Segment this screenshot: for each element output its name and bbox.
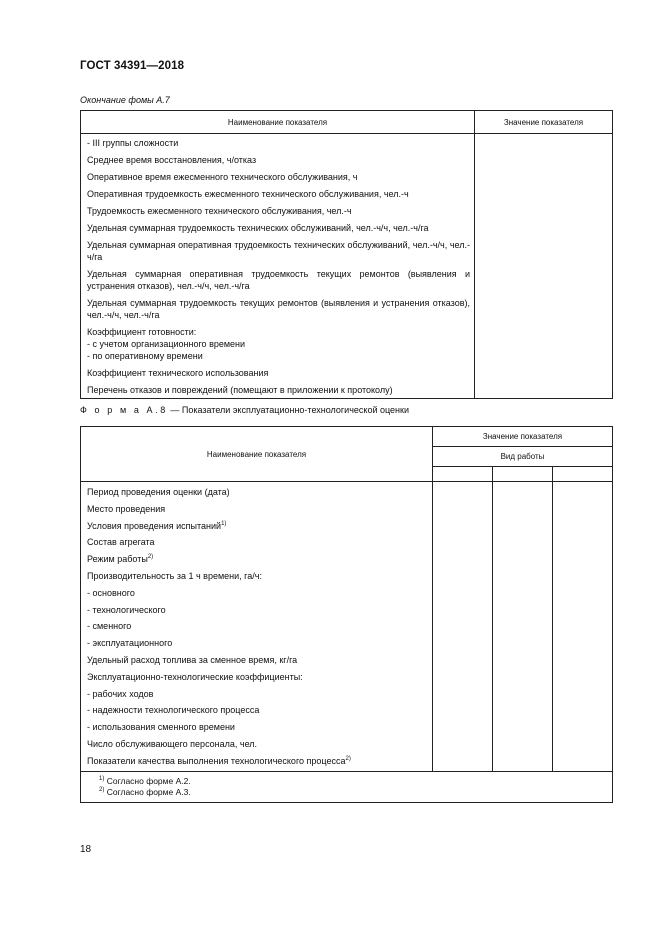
table-row xyxy=(81,518,613,535)
work-value-cell xyxy=(433,618,493,635)
table-row xyxy=(81,702,613,719)
indicator-text: - технологического xyxy=(87,604,166,615)
table-row xyxy=(81,381,613,399)
work-value-cell xyxy=(492,602,552,619)
page-number: 18 xyxy=(80,844,92,855)
table-row xyxy=(81,618,613,635)
document-title: ГОСТ 34391—2018 xyxy=(80,60,185,72)
work-value-cell xyxy=(552,719,612,736)
work-value-cell xyxy=(433,652,493,669)
work-value-cell xyxy=(433,482,493,501)
work-value-cell xyxy=(552,568,612,585)
work-value-cell xyxy=(492,501,552,518)
work-value-cell xyxy=(433,602,493,619)
form-a7-body xyxy=(81,134,613,399)
work-value-cell xyxy=(433,686,493,703)
indicator-name: Трудоемкость ежесменного технического обслуживания, чел.-ч xyxy=(81,202,475,219)
indicator-name: Удельная суммарная оперативная трудоемкость текущих ремонтов (выявления и устранения отказов), чел.-ч/ч, чел.-ч/га xyxy=(81,265,475,294)
indicator-name: Удельная суммарная трудоемкость технических обслуживаний, чел.-ч/ч, чел.-ч/га xyxy=(81,219,475,236)
work-type-column-1 xyxy=(433,467,493,482)
footnote-2 xyxy=(99,787,608,798)
form-a8-caption-prefix: Ф о р м а А.8 xyxy=(80,405,168,415)
work-value-cell xyxy=(433,669,493,686)
work-value-cell xyxy=(433,568,493,585)
work-value-cell xyxy=(433,501,493,518)
indicator-name: Перечень отказов и повреждений (помещают в приложении к протоколу) xyxy=(81,381,475,399)
work-type-column-2 xyxy=(492,467,552,482)
table-row xyxy=(81,534,613,551)
indicator-name: Оперативное время ежесменного технического обслуживания, ч xyxy=(81,168,475,185)
indicator-name xyxy=(81,568,433,585)
table-row xyxy=(81,219,613,236)
work-value-cell xyxy=(492,753,552,771)
footnote-2-text: Согласно форме А.3. xyxy=(104,786,191,797)
indicator-text: - использования сменного времени xyxy=(87,722,235,733)
form-a8-value-header: Значение показателя xyxy=(433,427,613,447)
table-row xyxy=(81,568,613,585)
indicator-name xyxy=(81,719,433,736)
table-row xyxy=(81,501,613,518)
work-value-cell xyxy=(492,736,552,753)
table-row xyxy=(81,323,613,364)
indicator-value xyxy=(475,168,613,185)
form-a8-footnotes xyxy=(81,771,613,802)
work-value-cell xyxy=(552,736,612,753)
indicator-text: Число обслуживающего персонала, чел. xyxy=(87,738,258,749)
indicator-name xyxy=(81,518,433,535)
indicator-value xyxy=(475,185,613,202)
indicator-name: - III группы сложности xyxy=(81,134,475,152)
table-row xyxy=(81,236,613,265)
indicator-text: - сменного xyxy=(87,621,132,632)
work-value-cell xyxy=(552,635,612,652)
indicator-name xyxy=(81,534,433,551)
work-value-cell xyxy=(552,702,612,719)
work-value-cell xyxy=(492,669,552,686)
work-value-cell xyxy=(433,585,493,602)
work-value-cell xyxy=(492,568,552,585)
indicator-name xyxy=(81,669,433,686)
form-a7-table xyxy=(80,110,613,399)
work-value-cell xyxy=(433,719,493,736)
table-row xyxy=(81,265,613,294)
work-value-cell xyxy=(492,686,552,703)
work-value-cell xyxy=(492,652,552,669)
form-a8-caption xyxy=(80,405,409,415)
table-row xyxy=(81,719,613,736)
work-value-cell xyxy=(492,618,552,635)
table-row xyxy=(81,686,613,703)
table-row xyxy=(81,364,613,381)
indicator-text: Место проведения xyxy=(87,503,166,514)
table-row xyxy=(81,669,613,686)
footnote-ref: 2) xyxy=(345,755,351,762)
form-a8-caption-text: — Показатели эксплуатационно-технологической оценки xyxy=(167,405,409,415)
work-value-cell xyxy=(552,618,612,635)
work-value-cell xyxy=(552,602,612,619)
indicator-value xyxy=(475,294,613,323)
indicator-name: Удельная суммарная трудоемкость текущих ремонтов (выявления и устранения отказов), чел.-ч/ч, чел.-ч/га xyxy=(81,294,475,323)
work-value-cell xyxy=(492,585,552,602)
work-type-column-3 xyxy=(552,467,612,482)
table-row xyxy=(81,602,613,619)
form-a7-value-header: Значение показателя xyxy=(475,111,613,134)
footnote-ref: 1) xyxy=(221,520,227,527)
form-a8-work-header: Вид работы xyxy=(433,447,613,467)
indicator-value xyxy=(475,381,613,399)
work-value-cell xyxy=(552,518,612,535)
work-value-cell xyxy=(552,551,612,568)
indicator-value xyxy=(475,202,613,219)
work-value-cell xyxy=(433,702,493,719)
table-row xyxy=(81,185,613,202)
work-value-cell xyxy=(492,482,552,501)
indicator-name xyxy=(81,702,433,719)
form-a8-body xyxy=(81,482,613,772)
table-row xyxy=(81,202,613,219)
indicator-value xyxy=(475,265,613,294)
indicator-text: Состав агрегата xyxy=(87,537,155,548)
work-value-cell xyxy=(552,753,612,771)
form-a7-header-row xyxy=(81,111,613,134)
indicator-text: Удельный расход топлива за сменное время, кг/га xyxy=(87,654,298,665)
indicator-text: Показатели качества выполнения технологического процесса xyxy=(87,755,346,766)
work-value-cell xyxy=(552,652,612,669)
work-value-cell xyxy=(433,753,493,771)
form-a8-table xyxy=(80,426,613,803)
form-a8-name-header: Наименование показателя xyxy=(81,427,433,482)
work-value-cell xyxy=(433,518,493,535)
indicator-name xyxy=(81,585,433,602)
table-row xyxy=(81,294,613,323)
work-value-cell xyxy=(433,551,493,568)
indicator-name: Оперативная трудоемкость ежесменного технического обслуживания, чел.-ч xyxy=(81,185,475,202)
work-value-cell xyxy=(492,719,552,736)
work-value-cell xyxy=(552,534,612,551)
table-row xyxy=(81,753,613,771)
table-row xyxy=(81,482,613,501)
table-row xyxy=(81,134,613,152)
indicator-text: - эксплуатационного xyxy=(87,638,173,649)
indicator-text: Эксплуатационно-технологические коэффициенты: xyxy=(87,671,303,682)
work-value-cell xyxy=(492,635,552,652)
form-a7-name-header: Наименование показателя xyxy=(81,111,475,134)
indicator-text: Режим работы xyxy=(87,554,148,565)
form-a8-header-row-1 xyxy=(81,427,613,447)
indicator-value xyxy=(475,219,613,236)
indicator-name xyxy=(81,551,433,568)
indicator-text: Производительность за 1 ч времени, га/ч: xyxy=(87,570,262,581)
work-value-cell xyxy=(552,686,612,703)
work-value-cell xyxy=(552,669,612,686)
indicator-text: Период проведения оценки (дата) xyxy=(87,487,230,497)
indicator-name xyxy=(81,482,433,501)
work-value-cell xyxy=(433,635,493,652)
footnote-2-mark: 2) xyxy=(99,786,105,793)
work-value-cell xyxy=(552,585,612,602)
footnote-1-mark: 1) xyxy=(99,775,105,782)
indicator-text: - основного xyxy=(87,587,135,598)
indicator-value xyxy=(475,323,613,364)
indicator-name: Среднее время восстановления, ч/отказ xyxy=(81,151,475,168)
table-row xyxy=(81,151,613,168)
work-value-cell xyxy=(433,534,493,551)
table-row xyxy=(81,736,613,753)
work-value-cell xyxy=(433,736,493,753)
work-value-cell xyxy=(492,534,552,551)
table-row xyxy=(81,635,613,652)
form-a8-footnotes-row xyxy=(81,771,613,802)
indicator-name: Коэффициент технического использования xyxy=(81,364,475,381)
table-row xyxy=(81,551,613,568)
indicator-name xyxy=(81,635,433,652)
indicator-text: - рабочих ходов xyxy=(87,688,154,699)
indicator-text: - надежности технологического процесса xyxy=(87,705,260,716)
indicator-value xyxy=(475,236,613,265)
indicator-value xyxy=(475,134,613,152)
indicator-name xyxy=(81,602,433,619)
form-a7-caption: Окончание фомы А.7 xyxy=(80,95,170,105)
footnote-ref: 2) xyxy=(147,554,154,561)
indicator-name: Удельная суммарная оперативная трудоемкость технических обслуживаний, чел.-ч/ч, чел.-ч/га xyxy=(81,236,475,265)
work-value-cell xyxy=(492,551,552,568)
table-row xyxy=(81,585,613,602)
indicator-value xyxy=(475,151,613,168)
indicator-name: Коэффициент готовности: - с учетом организационного времени - по оперативному времени xyxy=(81,323,475,364)
work-value-cell xyxy=(492,702,552,719)
table-row xyxy=(81,652,613,669)
footnote-1 xyxy=(99,776,608,787)
indicator-name xyxy=(81,652,433,669)
indicator-value xyxy=(475,364,613,381)
work-value-cell xyxy=(492,518,552,535)
indicator-name xyxy=(81,686,433,703)
indicator-name xyxy=(81,736,433,753)
indicator-name xyxy=(81,501,433,518)
footnote-1-text: Согласно форме А.2. xyxy=(104,775,191,786)
indicator-text: Условия проведения испытаний xyxy=(87,520,222,531)
work-value-cell xyxy=(552,482,612,501)
indicator-name xyxy=(81,753,433,771)
indicator-name xyxy=(81,618,433,635)
table-row xyxy=(81,168,613,185)
work-value-cell xyxy=(552,501,612,518)
